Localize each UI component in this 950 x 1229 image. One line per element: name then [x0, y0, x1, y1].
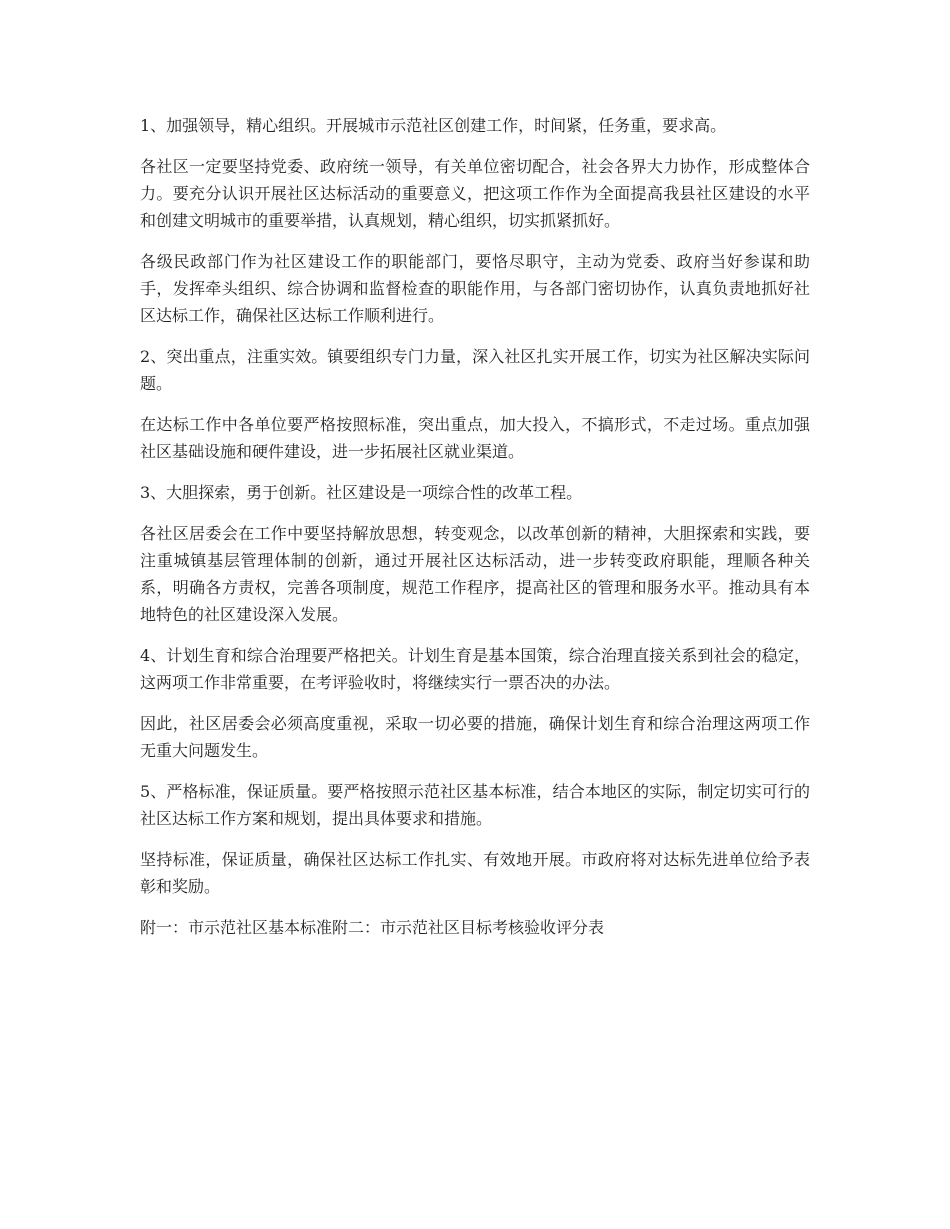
paragraph-10: 5、严格标准，保证质量。要严格按照示范社区基本标准，结合本地区的实际，制定切实可行的社区达标工作方案和规划，提出具体要求和措施。 — [140, 782, 810, 828]
paragraph-7: 各社区居委会在工作中要坚持解放思想，转变观念，以改革创新的精神，大胆探索和实践，要注重城镇基层管理体制的创新，通过开展社区达标活动，进一步转变政府职能，理顺各种关系，明确各方责权，完善各项制度，规范工作程序，提高社区的管理和服务水平。推动具有本地特色的社区建设深入发展。 — [140, 524, 810, 624]
paragraph-4: 2、突出重点，注重实效。镇要组织专门力量，深入社区扎实开展工作，切实为社区解决实际问题。 — [140, 347, 810, 393]
paragraph-1: 1、加强领导，精心组织。开展城市示范社区创建工作，时间紧，任务重，要求高。 — [140, 116, 727, 135]
paragraph-5: 在达标工作中各单位要严格按照标准，突出重点，加大投入，不搞形式，不走过场。重点加强社区基础设施和硬件建设，进一步拓展社区就业渠道。 — [140, 415, 810, 461]
paragraph-6: 3、大胆探索，勇于创新。社区建设是一项综合性的改革工程。 — [140, 483, 583, 502]
paragraph-2: 各社区一定要坚持党委、政府统一领导，有关单位密切配合，社会各界大力协作，形成整体合力。要充分认识开展社区达标活动的重要意义，把这项工作作为全面提高我县社区建设的水平和创建文明城市的重要举措，认真规划，精心组织，切实抓紧抓好。 — [140, 157, 810, 230]
paragraph-3: 各级民政部门作为社区建设工作的职能部门，要恪尽职守，主动为党委、政府当好参谋和助手，发挥牵头组织、综合协调和监督检查的职能作用，与各部门密切协作，认真负责地抓好社区达标工作，确保社区达标工作顺利进行。 — [140, 252, 810, 325]
paragraph-8: 4、计划生育和综合治理要严格把关。计划生育是基本国策，综合治理直接关系到社会的稳定，这两项工作非常重要，在考评验收时，将继续实行一票否决的办法。 — [140, 646, 810, 692]
paragraph-9: 因此，社区居委会必须高度重视，采取一切必要的措施，确保计划生育和综合治理这两项工作无重大问题发生。 — [140, 714, 810, 760]
document-body — [140, 112, 810, 941]
paragraph-appendix: 附一：市示范社区基本标准附二：市示范社区目标考核验收评分表 — [140, 918, 605, 937]
paragraph-11: 坚持标准，保证质量，确保社区达标工作扎实、有效地开展。市政府将对达标先进单位给予表彰和奖励。 — [140, 850, 810, 896]
